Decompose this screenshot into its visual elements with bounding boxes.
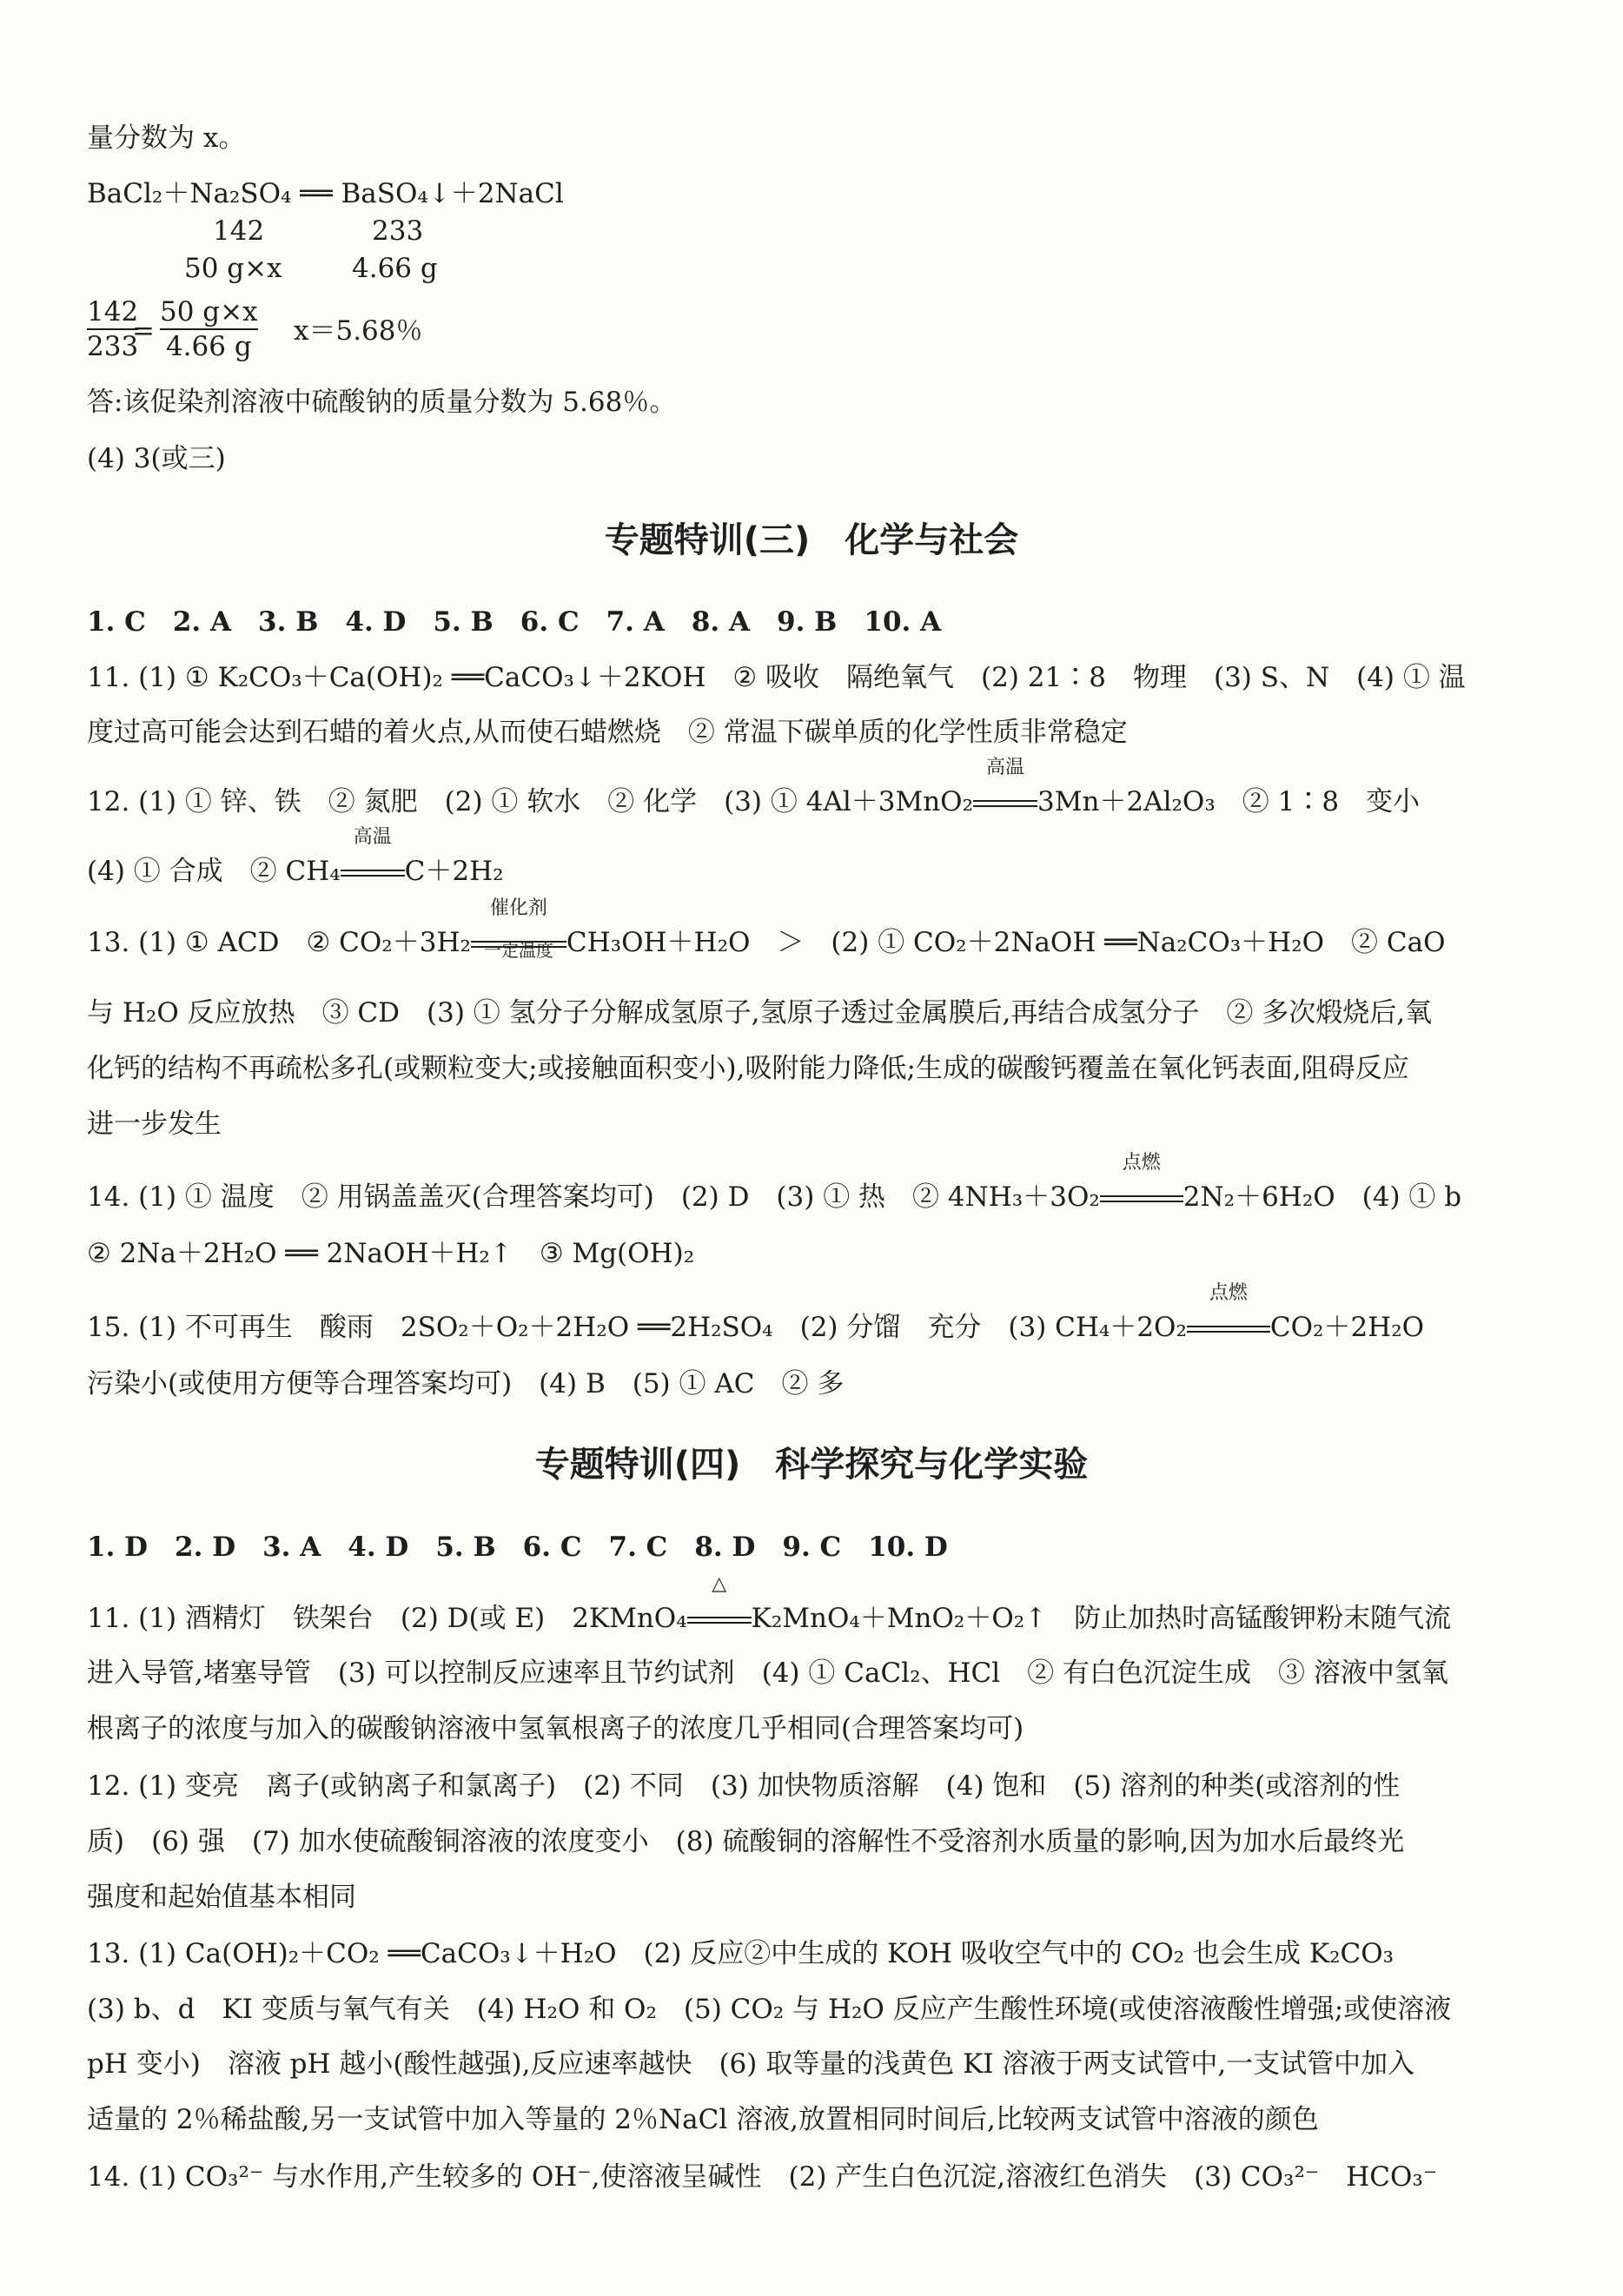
- intro-line: 量分数为 x。: [87, 122, 246, 154]
- s4-q13-line2: (3) b、d KI 变质与氧气有关 (4) H₂O 和 O₂ (5) CO₂ 与 H₂O 反应产生酸性环境(或使溶液酸性增强;或使溶液: [87, 1994, 1452, 2025]
- molar-mass-baso4: 233: [372, 215, 424, 247]
- s3-multiple-choice: 1. C 2. A 3. B 4. D 5. B 6. C 7. A 8. A 9. B 10. A: [87, 606, 942, 638]
- s4-q13-line1: 13. (1) Ca(OH)₂＋CO₂ ══CaCO₃↓＋H₂O (2) 反应②中生成的 KOH 吸收空气中的 CO₂ 也会生成 K₂CO₃: [87, 1938, 1394, 1969]
- condition-marker: [471, 897, 566, 963]
- s3-q12-part3: (4) ① 合成 ② CH₄: [87, 856, 341, 887]
- condition-marker: [973, 757, 1037, 822]
- condition-marker: [1187, 1282, 1270, 1347]
- condition-marker: [687, 1573, 752, 1638]
- s4-q11-line1: [87, 1573, 1545, 1638]
- s3-q12-part1: 12. (1) ① 锌、铁 ② 氮肥 (2) ① 软水 ② 化学 (3) ① 4Al＋3MnO₂: [87, 786, 974, 817]
- section-4-title: 专题特训(四) 科学探究与化学实验: [534, 1445, 1089, 1485]
- condition-ignite: 点燃: [1122, 1152, 1161, 1174]
- reaction-equation: BaCl₂＋Na₂SO₄ ══ BaSO₄↓＋2NaCl: [87, 178, 564, 209]
- s3-q12-line2: [87, 826, 1545, 891]
- part-4-answer: (4) 3(或三): [87, 443, 226, 474]
- s3-q12-line1: [87, 757, 1545, 822]
- condition-temperature: 一定温度: [483, 940, 553, 961]
- s3-q13-line1: [87, 897, 1545, 963]
- answer-statement: 答:该促染剂溶液中硫酸钠的质量分数为 5.68％。: [87, 387, 677, 418]
- condition-marker: [1100, 1152, 1183, 1217]
- molar-mass-bacl2: 142: [213, 215, 265, 247]
- section-3-title: 专题特训(三) 化学与社会: [604, 520, 1019, 560]
- ratio-left-denominator: 233: [87, 331, 139, 362]
- condition-heat-icon: △: [712, 1573, 727, 1595]
- s4-q11-line3: 根离子的浓度与加入的碳酸钠溶液中氢氧根离子的浓度几乎相同(合理答案均可): [87, 1713, 1024, 1744]
- s3-q14-part1: 14. (1) ① 温度 ② 用锅盖盖灭(合理答案均可) (2) D (3) ① 热 ② 4NH₃＋3O₂: [87, 1181, 1100, 1213]
- condition-high-temp: 高温: [353, 826, 392, 848]
- s3-q15-part1: 15. (1) 不可再生 酸雨 2SO₂＋O₂＋2H₂O ══2H₂SO₄ (2) 分馏 充分 (3) CH₄＋2O₂: [87, 1312, 1187, 1343]
- ratio-right-numerator: 50 g×x: [160, 295, 258, 330]
- s3-q15-line2: 污染小(或使用方便等合理答案均可) (4) B (5) ① AC ② 多: [87, 1368, 845, 1399]
- s4-q11-part1: 11. (1) 酒精灯 铁架台 (2) D(或 E) 2KMnO₄: [87, 1603, 687, 1634]
- ratio-right-denominator: 4.66 g: [165, 331, 252, 362]
- s3-q14-line1: [87, 1152, 1545, 1217]
- ratio-left-numerator: 142: [87, 295, 138, 330]
- s3-q15-line1: [87, 1282, 1545, 1347]
- s4-q13-line4: 适量的 2％稀盐酸,另一支试管中加入等量的 2％NaCl 溶液,放置相同时间后,比较两支试管中溶液的颜色: [87, 2104, 1319, 2135]
- condition-catalyst: 催化剂: [489, 897, 547, 919]
- s3-q12-part2: 3Mn＋2Al₂O₃ ② 1∶8 变小: [1037, 786, 1421, 817]
- s4-q12-line1: 12. (1) 变亮 离子(或钠离子和氯离子) (2) 不同 (3) 加快物质溶解 (4) 饱和 (5) 溶剂的种类(或溶剂的性: [87, 1770, 1401, 1802]
- s3-q13-part2: CH₃OH＋H₂O ＞ (2) ① CO₂＋2NaOH ══Na₂CO₃＋H₂O ② CaO: [566, 927, 1446, 958]
- s3-q13-line3: 化钙的结构不再疏松多孔(或颗粒变大;或接触面积变小),吸附能力降低;生成的碳酸钙覆盖在氧化钙表面,阻碍反应: [87, 1053, 1409, 1084]
- s4-q11-part2: K₂MnO₄＋MnO₂＋O₂↑ 防止加热时高锰酸钾粉末随气流: [751, 1603, 1452, 1634]
- s4-multiple-choice: 1. D 2. D 3. A 4. D 5. B 6. C 7. C 8. D 9. C 10. D: [87, 1532, 948, 1563]
- ratio-left: [87, 295, 138, 363]
- ratio-equals: =: [132, 315, 155, 347]
- s3-q14-line2: ② 2Na＋2H₂O ══ 2NaOH＋H₂↑ ③ Mg(OH)₂: [87, 1238, 695, 1269]
- s3-q15-part2: CO₂＋2H₂O: [1269, 1312, 1425, 1343]
- s3-q14-part2: 2N₂＋6H₂O (4) ① b: [1182, 1181, 1462, 1213]
- s4-q14-line1: 14. (1) CO₃²⁻ 与水作用,产生较多的 OH⁻,使溶液呈碱性 (2) 产生白色沉淀,溶液红色消失 (3) CO₃²⁻ HCO₃⁻: [87, 2161, 1438, 2193]
- result-value: x＝5.68％: [294, 315, 423, 347]
- condition-marker: [341, 826, 405, 891]
- s4-q11-line2: 进入导管,堵塞导管 (3) 可以控制反应速率且节约试剂 (4) ① CaCl₂、HCl ② 有白色沉淀生成 ③ 溶液中氢氧: [87, 1657, 1448, 1689]
- s3-q13-part1: 13. (1) ① ACD ② CO₂＋3H₂: [87, 927, 471, 958]
- s4-q13-line3: pH 变小) 溶液 pH 越小(酸性越强),反应速率越快 (6) 取等量的浅黄色 KI 溶液于两支试管中,一支试管中加入: [87, 2048, 1415, 2080]
- s4-q12-line2: 质) (6) 强 (7) 加水使硫酸铜溶液的浓度变小 (8) 硫酸铜的溶解性不受溶剂水质量的影响,因为加水后最终光: [87, 1826, 1405, 1857]
- s4-q12-line3: 强度和起始值基本相同: [87, 1882, 356, 1913]
- s3-q11-line1: 11. (1) ① K₂CO₃＋Ca(OH)₂ ══CaCO₃↓＋2KOH ② 吸收 隔绝氧气 (2) 21∶8 物理 (3) S、N (4) ① 温: [87, 662, 1466, 693]
- mass-expression: 50 g×x: [184, 253, 282, 284]
- s3-q11-line2: 度过高可能会达到石蜡的着火点,从而使石蜡燃烧 ② 常温下碳单质的化学性质非常稳定: [87, 717, 1128, 748]
- s3-q13-line4: 进一步发生: [87, 1108, 222, 1140]
- precipitate-mass: 4.66 g: [352, 253, 438, 284]
- condition-high-temp: 高温: [986, 757, 1025, 778]
- ratio-right: [160, 295, 258, 363]
- s3-q13-line2: 与 H₂O 反应放热 ③ CD (3) ① 氢分子分解成氢原子,氢原子透过金属膜后,再结合成氢分子 ② 多次煅烧后,氧: [87, 997, 1433, 1029]
- condition-ignite: 点燃: [1209, 1282, 1248, 1304]
- s3-q12-part4: C＋2H₂: [404, 856, 504, 887]
